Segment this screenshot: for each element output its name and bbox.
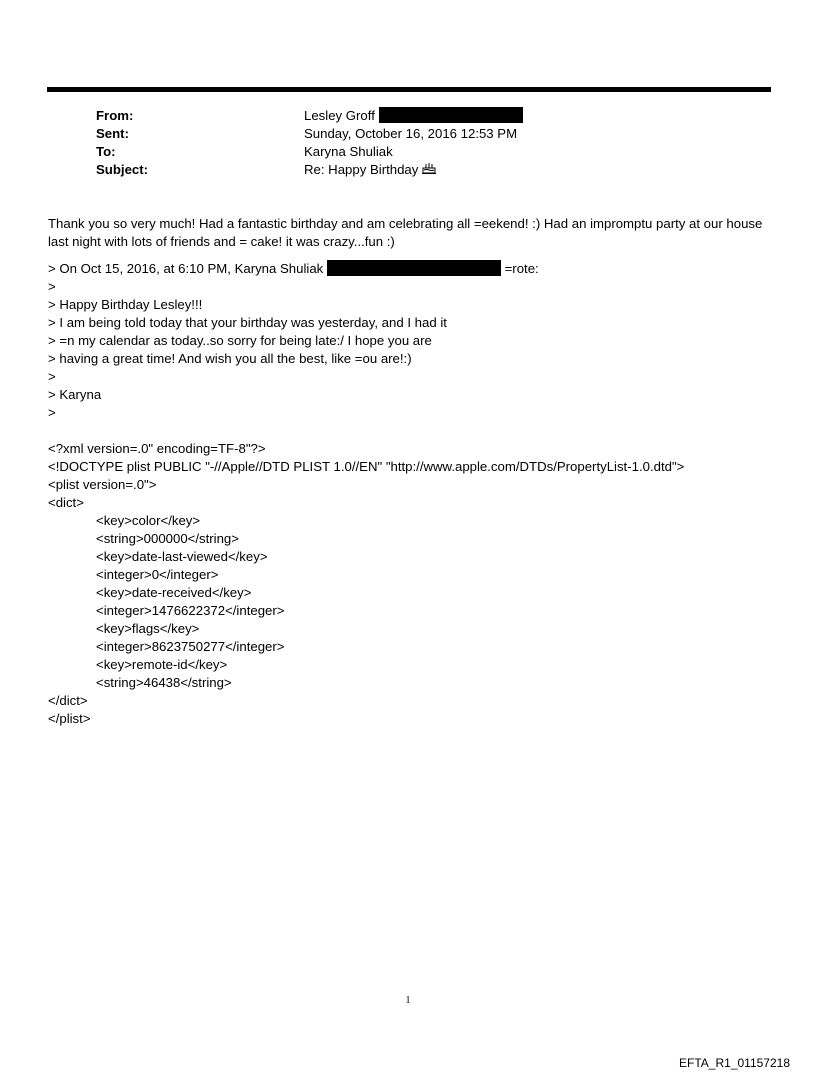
xml-dict-line: <integer>0</integer> — [96, 567, 219, 582]
xml-dict-line: <key>flags</key> — [96, 621, 200, 636]
from-value: Lesley Groff — [304, 107, 523, 125]
page-number: 1 — [405, 995, 411, 1006]
xml-line: <!DOCTYPE plist PUBLIC "-//Apple//DTD PLIST 1.0//EN" "http://www.apple.com/DTDs/PropertyList-1.0.dtd"> — [48, 459, 685, 474]
quoted-line: > =n my calendar as today..so sorry for being late:/ I hope you are — [48, 333, 432, 348]
xml-line: <plist version=.0"> — [48, 477, 157, 492]
body-paragraph: Thank you so very much! Had a fantastic birthday and am celebrating all =eekend! :) Had an impromptu party at our house last night with lots of friends and = cake! it was crazy...fun :) — [48, 216, 763, 249]
xml-line: <?xml version=.0" encoding=TF-8"?> — [48, 441, 266, 456]
xml-dict-line: <integer>1476622372</integer> — [96, 603, 285, 618]
quote-header: > On Oct 15, 2016, at 6:10 PM, Karyna Shuliak =rote: — [48, 261, 539, 276]
xml-line: <dict> — [48, 495, 84, 510]
xml-dict-line: <key>remote-id</key> — [96, 657, 228, 672]
quoted-line: > having a great time! And wish you all the best, like =ou are!:) — [48, 351, 412, 366]
quoted-line: > Happy Birthday Lesley!!! — [48, 297, 203, 312]
to-value: Karyna Shuliak — [304, 144, 393, 159]
quoted-line: > — [48, 279, 56, 294]
email-body — [48, 215, 778, 728]
from-label: From: — [96, 108, 134, 123]
to-label: To: — [96, 144, 116, 159]
xml-dict-line: <key>color</key> — [96, 513, 201, 528]
xml-dict-line: <string>46438</string> — [96, 675, 232, 690]
bates-number: EFTA_R1_01157218 — [679, 1056, 790, 1070]
sent-label: Sent: — [96, 126, 129, 141]
redaction-box — [327, 260, 501, 276]
redaction-box — [379, 107, 523, 123]
quoted-line: > Karyna — [48, 387, 102, 402]
xml-closing-line: </dict> — [48, 693, 88, 708]
xml-dict-line: <integer>8623750277</integer> — [96, 639, 285, 654]
quoted-line: > — [48, 369, 56, 384]
header-rule — [47, 87, 771, 92]
subject-label: Subject: — [96, 162, 149, 177]
xml-dict-line: <key>date-last-viewed</key> — [96, 549, 268, 564]
sent-value: Sunday, October 16, 2016 12:53 PM — [304, 126, 518, 141]
xml-dict-line: <string>000000</string> — [96, 531, 239, 546]
quoted-line: > I am being told today that your birthday was yesterday, and I had it — [48, 315, 447, 330]
xml-dict-line: <key>date-received</key> — [96, 585, 252, 600]
quoted-line: > — [48, 405, 56, 420]
subject-value: Re: Happy Birthday — [304, 161, 436, 179]
birthday-cake-icon — [422, 161, 436, 179]
xml-closing-line: </plist> — [48, 711, 91, 726]
